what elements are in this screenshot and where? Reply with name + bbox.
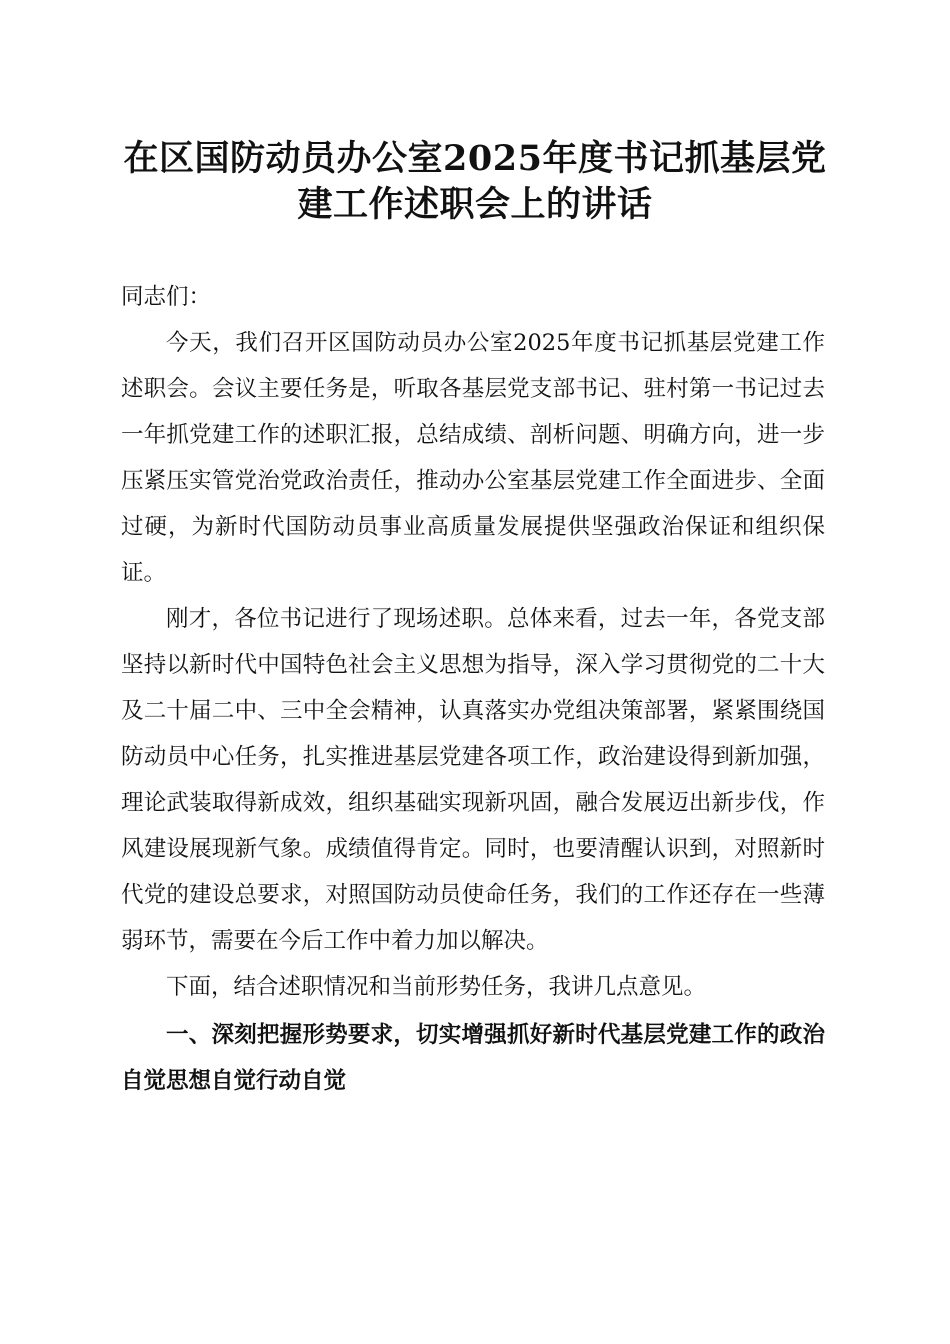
paragraph-review: 刚才，各位书记进行了现场述职。总体来看，过去一年，各党支部坚持以新时代中国特色社会主义思想为指导，深入学习贯彻党的二十大及二十届二中、三中全会精神，认真落实办党组决策部署，紧紧围绕国防动员中心任务，扎实推进基层党建各项工作，政治建设得到新加强，理论武装取得新成效，组织基础实现新巩固，融合发展迈出新步伐，作风建设展现新气象。成绩值得肯定。同时，也要清醒认识到，对照新时代党的建设总要求，对照国防动员使命任务，我们的工作还存在一些薄弱环节，需要在今后工作中着力加以解决。 [121, 606, 825, 954]
salutation: 同志们： [121, 284, 212, 310]
title-line-2: 建工作述职会上的讲话 [297, 184, 653, 225]
document-body [121, 274, 825, 1104]
section-heading: 一、深刻把握形势要求，切实增强抓好新时代基层党建工作的政治自觉思想自觉行动自觉 [121, 1022, 825, 1094]
title-line-1: 在区国防动员办公室2025年度书记抓基层党 [123, 138, 827, 179]
document-title [110, 136, 840, 228]
paragraph-transition: 下面，结合述职情况和当前形势任务，我讲几点意见。 [166, 974, 707, 1000]
paragraph-opening: 今天，我们召开区国防动员办公室2025年度书记抓基层党建工作述职会。会议主要任务是，听取各基层党支部书记、驻村第一书记过去一年抓党建工作的述职汇报，总结成绩、剖析问题、明确方向，进一步压紧压实管党治党政治责任，推动办公室基层党建工作全面进步、全面过硬，为新时代国防动员事业高质量发展提供坚强政治保证和组织保证。 [121, 330, 825, 586]
